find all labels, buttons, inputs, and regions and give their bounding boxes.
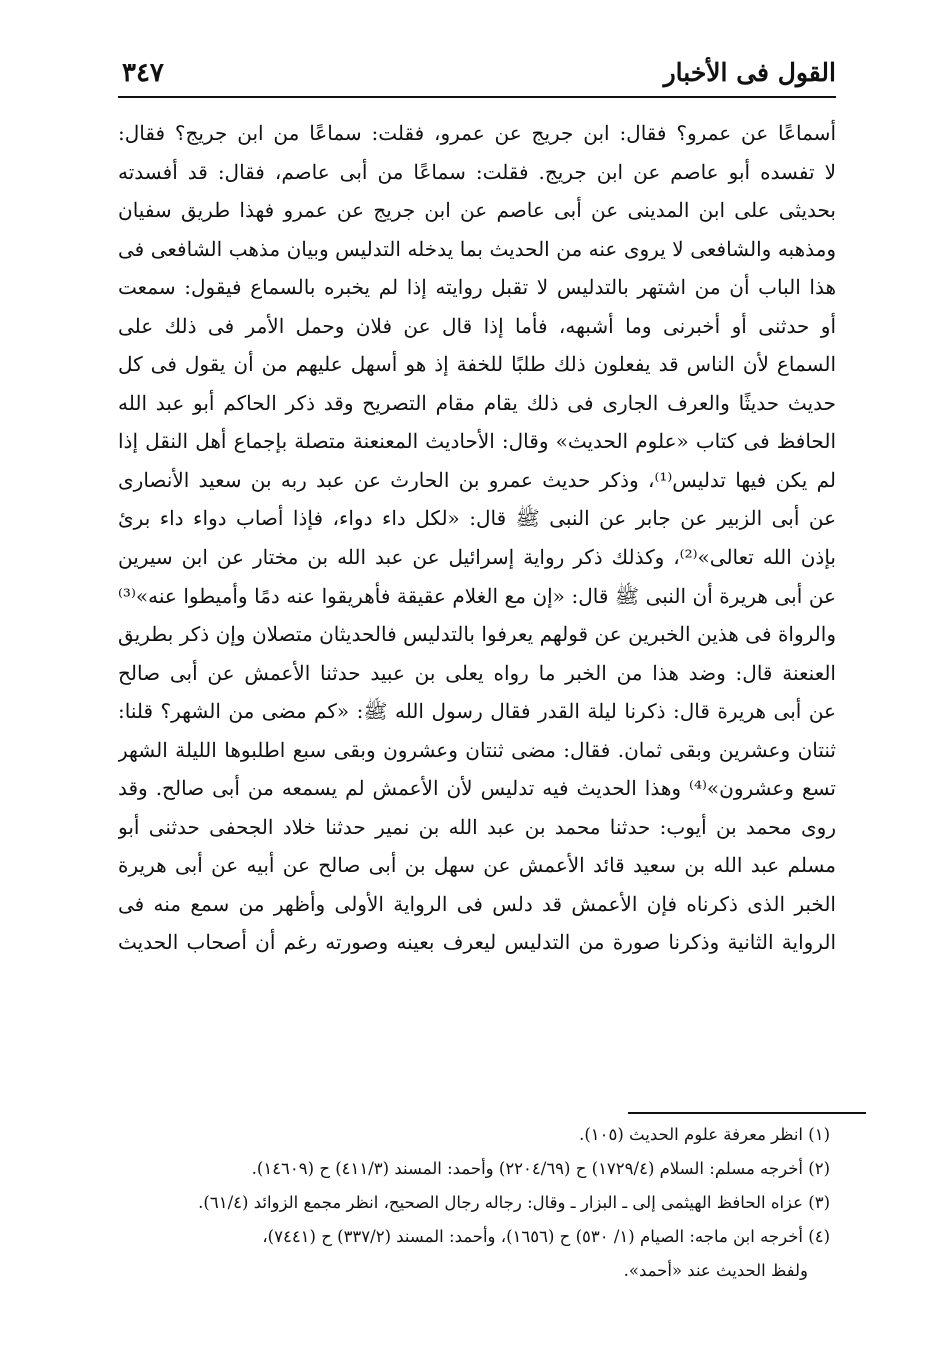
text-line: الرواية الثانية وذكرنا صورة من التدليس ليعرف بعينه وصورته رغم أن أصحاب الحديث (118, 930, 836, 955)
text-line: لم يكن فيها تدليس⁽¹⁾، وذكر حديث عمرو بن الحارث عن عبد ربه بن سعيد الأنصارى (118, 467, 836, 492)
text-line: الخبر الذى ذكرناه فإن الأعمش قد دلس فى الرواية الأولى وأظهر من سمع منه فى (118, 891, 836, 916)
footnote-separator (628, 1112, 866, 1114)
text-line: عن أبى هريرة أن النبى ﷺ قال: «إن مع الغلام عقيقة فأهريقوا عنه دمًا وأميطوا عنه»⁽³⁾ (118, 583, 836, 608)
text-line: العنعنة قال: وضد هذا من الخبر ما رواه يعلى بن عبيد حدثنا الأعمش عن أبى صالح (118, 660, 836, 685)
page-number: ٣٤٧ (122, 58, 164, 88)
text-line: الحافظ فى كتاب «علوم الحديث» وقال: الأحاديث المعنعنة متصلة بإجماع أهل النقل إذا (118, 429, 836, 454)
text-line: لا تفسده أبو عاصم عن ابن جريج. فقلت: سماعًا من أبى عاصم، فقال: قد أفسدته (118, 159, 836, 184)
text-line: ومذهبه والشافعى لا يروى عنه من الحديث بما يدخله التدليس وبيان مذهب الشافعى فى (118, 236, 836, 261)
text-line: أسماعًا عن عمرو؟ فقال: ابن جريج عن عمرو، فقلت: سماعًا من ابن جريج؟ فقال: (118, 121, 836, 145)
text-line: مسلم عبد الله بن سعيد قائد الأعمش عن سهل بن أبى صالح عن أبيه عن أبى هريرة (118, 853, 836, 878)
text-line: روى محمد بن أيوب: حدثنا محمد بن عبد الله بن نمير حدثنا خلاد الجحفى حدثنى أبو (118, 814, 836, 839)
main-text (118, 114, 836, 962)
text-line: تسع وعشرون»⁽⁴⁾ وهذا الحديث فيه تدليس لأن الأعمش لم يسمعه من أبى صالح. وقد (118, 776, 836, 801)
header-rule (118, 96, 836, 98)
page-header (118, 58, 836, 98)
text-line: أو حدثنى أو أخبرنى وما أشبهه، فأما إذا قال عن فلان وحمل الأمر فى ذلك على (118, 313, 836, 338)
running-title: القول فى الأخبار (663, 58, 836, 87)
footnote-4: (٤) أخرجه ابن ماجه: الصيام (١/ ٥٣٠) ح (١٦٥٦)، وأحمد: المسند (٣٣٧/٢) ح (٧٤٤١)، (262, 1227, 830, 1246)
text-line: هذا الباب أن من اشتهر بالتدليس لا تقبل روايته إذا لم يخبره بالسماع فيقول: سمعت (118, 275, 836, 300)
text-line: بإذن الله تعالى»⁽²⁾، وكذلك ذكر رواية إسرائيل عن عبد الله بن مختار عن ابن سيرين (118, 545, 836, 570)
text-line: السماع لأن الناس قد يفعلون ذلك طلبًا للخفة إذ هو أسهل عليهم من أن يقول فى كل (118, 352, 836, 377)
footnote-3: (٣) عزاه الحافظ الهيثمى إلى ـ البزار ـ وقال: رجاله رجال الصحيح، انظر مجمع الزوائد (٦١/٤). (198, 1193, 830, 1212)
footnotes (118, 1118, 830, 1288)
text-line: بحديثى على ابن المدينى عن أبى عاصم عن ابن جريج عن عمرو فهذا طريق سفيان (118, 198, 836, 223)
footnote-1: (١) انظر معرفة علوم الحديث (١٠٥). (579, 1125, 830, 1144)
text-line: ثنتان وعشرين وبقى ثمان. فقال: مضى ثنتان وعشرون وبقى سبع اطلبوها الليلة الشهر (118, 737, 836, 762)
footnote-4-continuation: ولفظ الحديث عند «أحمد». (623, 1261, 808, 1280)
text-line: عن أبى هريرة قال: ذكرنا ليلة القدر فقال رسول الله ﷺ: «كم مضى من الشهر؟ قلنا: (118, 699, 836, 724)
text-line: عن أبى الزبير عن جابر عن النبى ﷺ قال: «لكل داء دواء، فإذا أصاب دواء داء برئ (118, 506, 836, 531)
footnote-2: (٢) أخرجه مسلم: السلام (١٧٢٩/٤) ح (٢٢٠٤/٦٩) وأحمد: المسند (٤١١/٣) ح (١٤٦٠٩). (251, 1159, 830, 1178)
text-line: حديث حديثًا والعرف الجارى فى ذلك يقام مقام التصريح وقد ذكر الحاكم أبو عبد الله (118, 390, 836, 415)
text-line: والرواة فى هذين الخبرين عن قولهم يعرفوا بالتدليس فالحديثان متصلان وإن ذكر بطريق (118, 622, 836, 647)
